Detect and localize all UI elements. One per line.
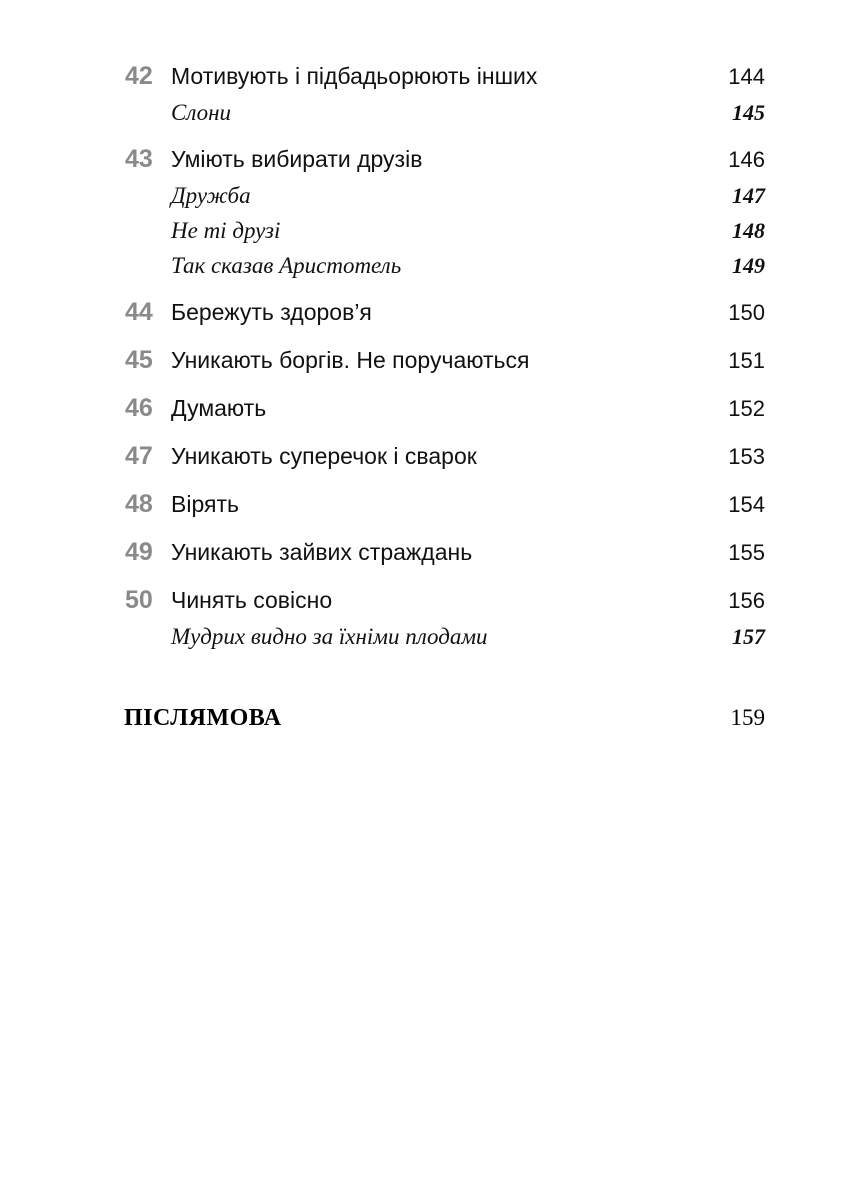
toc-entry-page-number: 150 — [728, 300, 765, 325]
toc-entry-title: Вірять — [171, 491, 239, 517]
toc-chapter-row[interactable] — [125, 538, 765, 567]
toc-entry-left — [125, 183, 251, 208]
toc-chapter-row[interactable] — [125, 490, 765, 519]
toc-entry-left — [125, 100, 231, 125]
toc-entry-page-number: 149 — [732, 253, 765, 278]
toc-chapter-number: 50 — [125, 586, 153, 614]
toc-entry-left — [125, 218, 280, 243]
toc-chapter-number: 42 — [125, 62, 153, 90]
toc-entry-title: Уникають зайвих страждань — [171, 539, 473, 565]
toc-chapter-row[interactable] — [125, 298, 765, 327]
toc-afterword-page-number: 159 — [730, 705, 765, 730]
toc-chapter-row[interactable] — [125, 62, 765, 91]
toc-chapter-row[interactable] — [125, 394, 765, 423]
toc-chapter-number: 46 — [125, 394, 153, 422]
toc-subsection-row[interactable] — [125, 253, 765, 279]
toc-entry-title: Не ті друзі — [171, 218, 281, 243]
toc-entry-page-number: 151 — [728, 348, 765, 373]
toc-afterword-row[interactable] — [124, 705, 765, 732]
toc-entry-page-number: 155 — [728, 540, 765, 565]
toc-chapter-row[interactable] — [125, 586, 765, 615]
toc-entry-title: Мотивують і підбадьорюють інших — [171, 63, 538, 89]
toc-entry-title: Дружба — [171, 183, 251, 208]
toc-entry-page-number: 154 — [728, 492, 765, 517]
toc-chapter-number: 43 — [125, 145, 153, 173]
toc-entry-left — [125, 538, 472, 567]
toc-chapter-number: 48 — [125, 490, 153, 518]
toc-entry-page-number: 156 — [728, 588, 765, 613]
toc-entry-title: Уникають боргів. Не поручаються — [171, 347, 530, 373]
toc-entry-page-number: 145 — [732, 100, 765, 125]
toc-entry-left — [125, 490, 239, 519]
toc-entry-left — [125, 253, 401, 278]
toc-entry-left — [125, 346, 529, 375]
toc-entry-page-number: 144 — [728, 64, 765, 89]
toc-subsection-row[interactable] — [125, 218, 765, 244]
toc-entry-page-number: 148 — [732, 218, 765, 243]
toc-entry-page-number: 157 — [732, 624, 765, 649]
toc-entry-left — [125, 145, 422, 174]
toc-entry-page-number: 152 — [728, 396, 765, 421]
toc-subsection-row[interactable] — [125, 624, 765, 650]
toc-entry-left — [125, 624, 488, 649]
toc-entry-title: Слони — [171, 100, 232, 125]
toc-chapter-number: 44 — [125, 298, 153, 326]
toc-entry-page-number: 147 — [732, 183, 765, 208]
toc-entry-title: Чинять совісно — [171, 587, 333, 613]
toc-entry-title: Мудрих видно за їхніми плодами — [171, 624, 488, 649]
toc-entry-title: Уникають суперечок і сварок — [171, 443, 477, 469]
toc-entry-title: Бережуть здоров’я — [171, 299, 372, 325]
toc-entry-page-number: 153 — [728, 444, 765, 469]
toc-entry-left — [125, 442, 477, 471]
toc-entry-left — [125, 298, 372, 327]
toc-entry-title: Уміють вибирати друзів — [171, 146, 423, 172]
toc-entry-title: Так сказав Аристотель — [171, 253, 402, 278]
table-of-contents — [125, 62, 765, 732]
toc-entry-page-number: 146 — [728, 147, 765, 172]
toc-chapter-row[interactable] — [125, 442, 765, 471]
toc-subsection-row[interactable] — [125, 100, 765, 126]
toc-entry-left — [125, 394, 266, 423]
toc-chapter-number: 45 — [125, 346, 153, 374]
toc-chapter-number: 49 — [125, 538, 153, 566]
toc-chapter-row[interactable] — [125, 145, 765, 174]
toc-chapter-row[interactable] — [125, 346, 765, 375]
toc-subsection-row[interactable] — [125, 183, 765, 209]
toc-entry-left — [125, 62, 537, 91]
toc-chapter-number: 47 — [125, 442, 153, 470]
toc-entry-left — [125, 586, 332, 615]
toc-afterword-title: ПІСЛЯМОВА — [124, 705, 282, 731]
toc-entry-title: Думають — [171, 395, 267, 421]
